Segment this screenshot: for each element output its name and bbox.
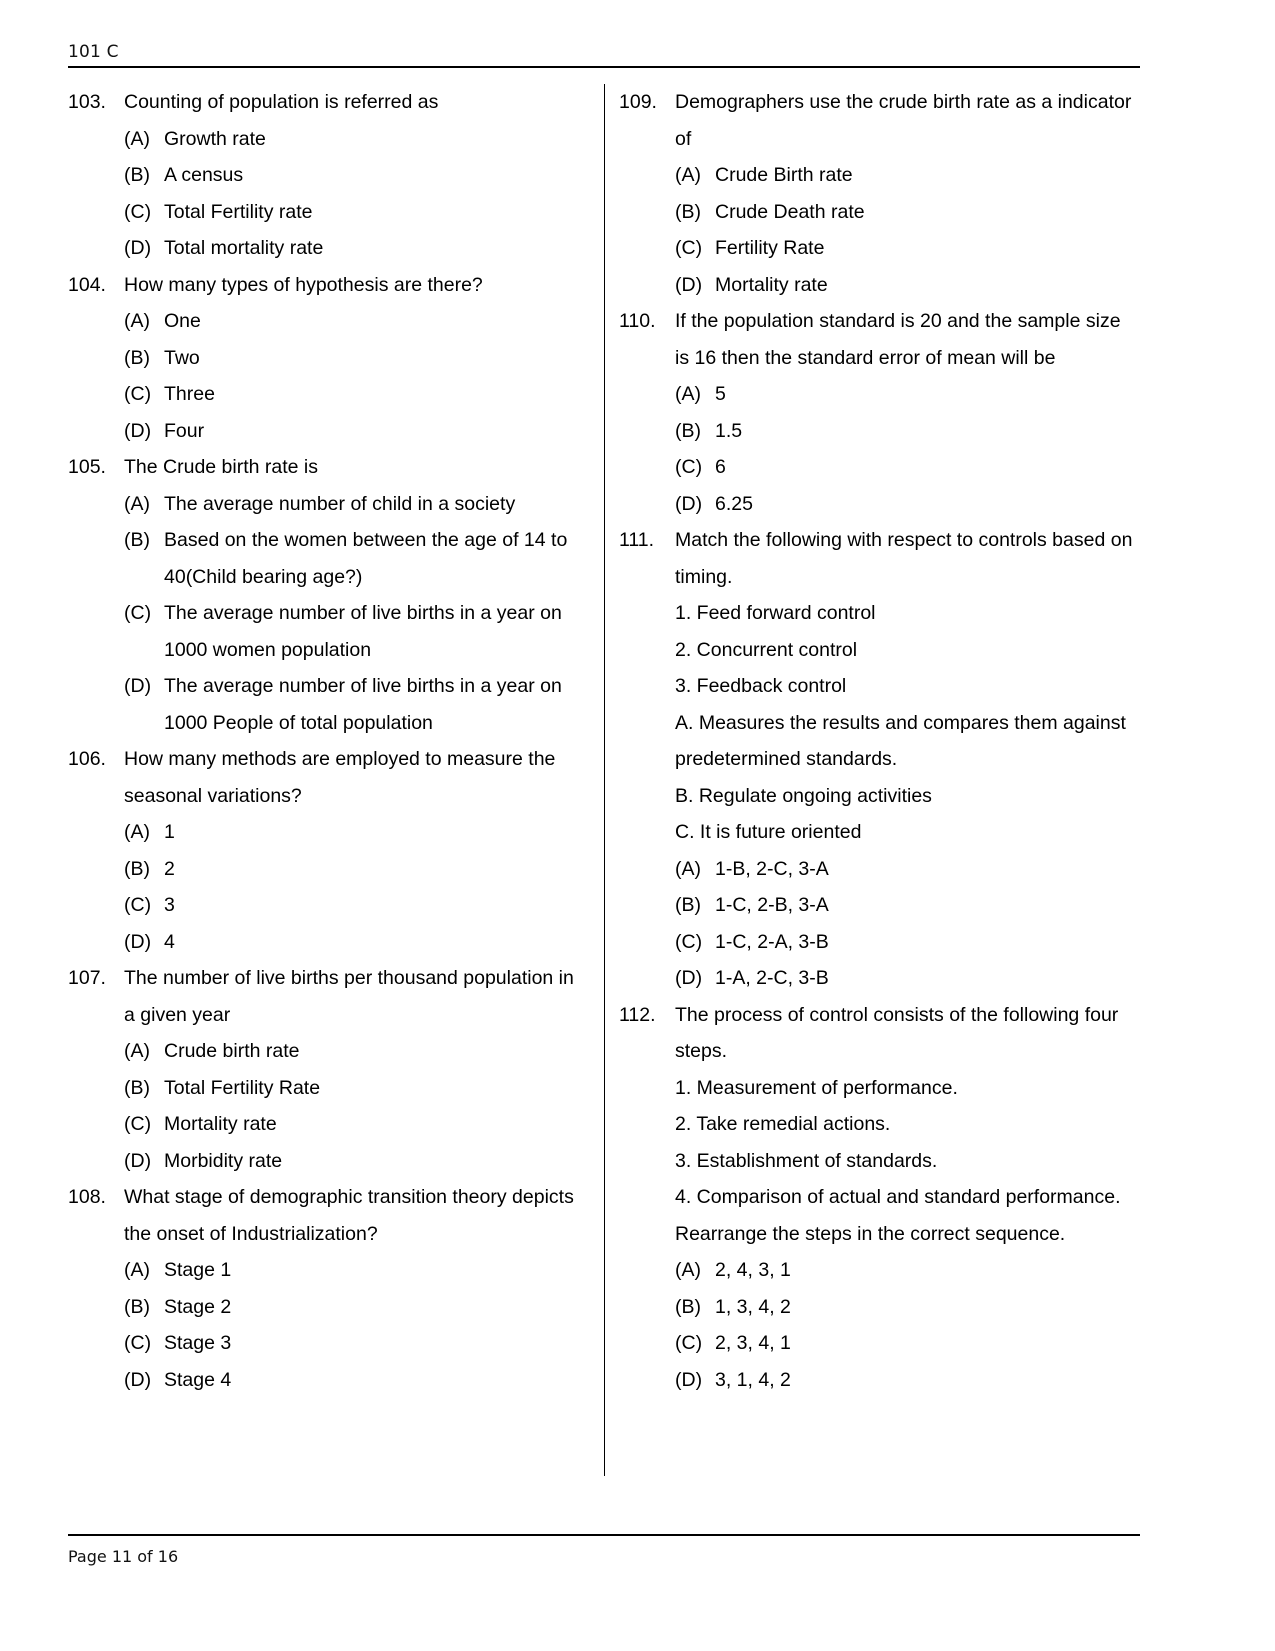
option-text	[164, 814, 603, 851]
option-text-line1: 6	[715, 456, 726, 478]
option-item[interactable]	[619, 960, 1147, 997]
option-label: (D)	[124, 419, 152, 442]
option-item[interactable]	[68, 157, 603, 194]
option-item[interactable]	[619, 376, 1147, 413]
option-text-line1: The average number of child in a society	[164, 492, 516, 515]
option-label: (B)	[124, 346, 150, 369]
option-list	[68, 486, 603, 742]
option-text-line1: Total Fertility rate	[164, 200, 313, 223]
option-text	[164, 340, 603, 377]
option-item[interactable]	[619, 1362, 1147, 1399]
option-item[interactable]	[68, 887, 603, 924]
statement-line2: predetermined standards.	[675, 748, 898, 770]
question-heading	[68, 84, 603, 121]
option-text-line1: One	[164, 310, 201, 332]
option-text-line1: The average number of live births in a year on	[164, 675, 562, 697]
option-text	[164, 1033, 603, 1070]
option-text	[164, 413, 603, 450]
question-heading	[619, 303, 1147, 376]
option-text-line1: 1-C, 2-A, 3-B	[715, 930, 829, 953]
option-item[interactable]	[68, 522, 603, 595]
option-text-line1: 3	[164, 894, 175, 916]
option-text-line1: Crude Death rate	[715, 200, 865, 223]
question-text-line1: If the population standard is 20 and the sample size	[675, 310, 1121, 332]
question-text-line1: How many methods are employed to measure the	[124, 748, 556, 770]
question-text-line1: Match the following with respect to controls based on	[675, 529, 1133, 551]
option-label: (B)	[124, 857, 150, 880]
option-label: (C)	[675, 237, 703, 259]
question-text	[124, 960, 603, 1033]
option-text-line1: 6.25	[715, 492, 753, 515]
option-text	[164, 1106, 603, 1143]
question-number: 104.	[68, 273, 106, 296]
question-text-line1: The process of control consists of the following four	[675, 1003, 1119, 1026]
paper-code: 101 C	[68, 42, 119, 62]
question-text	[124, 267, 603, 304]
option-item[interactable]	[68, 1106, 603, 1143]
question-number: 108.	[68, 1186, 106, 1208]
question-number: 105.	[68, 456, 106, 478]
option-item[interactable]	[619, 449, 1147, 486]
option-label: (C)	[124, 894, 152, 916]
option-text-line1: Three	[164, 383, 215, 405]
option-text-line1: 1-A, 2-C, 3-B	[715, 967, 829, 989]
option-item[interactable]	[619, 1252, 1147, 1289]
option-label: (A)	[675, 164, 701, 186]
option-text-line1: 2, 4, 3, 1	[715, 1259, 791, 1281]
option-text-line1: Total mortality rate	[164, 237, 324, 259]
option-item[interactable]	[619, 924, 1147, 961]
option-label: (A)	[675, 383, 701, 405]
option-text	[715, 960, 1147, 997]
question-block	[68, 267, 603, 450]
question-block	[619, 997, 1147, 1399]
option-label: (A)	[124, 1040, 150, 1062]
question-statement	[619, 595, 1147, 632]
option-item[interactable]	[619, 157, 1147, 194]
option-label: (C)	[124, 602, 152, 624]
statement-line1: Rearrange the steps in the correct sequence.	[675, 1222, 1066, 1245]
option-text	[715, 1325, 1147, 1362]
option-text-line1: Stage 3	[164, 1332, 232, 1354]
option-label: (B)	[675, 200, 701, 223]
option-text-line1: 1.5	[715, 419, 743, 442]
option-item[interactable]	[619, 1289, 1147, 1326]
question-heading	[68, 960, 603, 1033]
statement-line1: 2. Take remedial actions.	[675, 1113, 891, 1135]
option-text-line2: 1000 People of total population	[164, 711, 433, 734]
option-text	[164, 1289, 603, 1326]
option-text	[164, 1325, 603, 1362]
option-label: (C)	[124, 200, 152, 223]
question-statement	[619, 1179, 1147, 1216]
option-item[interactable]	[68, 413, 603, 450]
option-label: (A)	[124, 821, 150, 843]
option-list	[68, 303, 603, 449]
option-item[interactable]	[68, 486, 603, 523]
option-text-line1: 2	[164, 857, 175, 880]
option-text	[164, 157, 603, 194]
question-statement	[619, 1143, 1147, 1180]
question-text-line2: seasonal variations?	[124, 784, 302, 807]
option-label: (A)	[124, 492, 150, 515]
statement-line1: 1. Feed forward control	[675, 602, 876, 624]
question-text-line2: a given year	[124, 1003, 231, 1026]
option-text	[715, 376, 1147, 413]
option-list	[68, 1033, 603, 1179]
option-text	[715, 1252, 1147, 1289]
option-text	[715, 924, 1147, 961]
question-block	[619, 84, 1147, 303]
option-label: (A)	[675, 1259, 701, 1281]
option-text	[164, 1252, 603, 1289]
option-label: (D)	[124, 930, 152, 953]
option-label: (D)	[675, 1368, 703, 1391]
option-text-line1: Stage 2	[164, 1295, 232, 1318]
option-text	[715, 1289, 1147, 1326]
option-text	[715, 851, 1147, 888]
option-text-line1: Stage 4	[164, 1368, 232, 1391]
statement-line1: B. Regulate ongoing activities	[675, 784, 932, 807]
option-text	[164, 486, 603, 523]
option-label: (D)	[124, 1149, 152, 1172]
option-label: (C)	[675, 456, 703, 478]
question-block	[68, 741, 603, 960]
option-label: (C)	[124, 1113, 152, 1135]
option-list	[619, 376, 1147, 522]
question-text-line1: The number of live births per thousand population in	[124, 967, 574, 989]
option-text-line1: Based on the women between the age of 14 to	[164, 529, 568, 551]
question-text	[675, 84, 1147, 157]
option-label: (B)	[124, 164, 150, 186]
option-label: (D)	[124, 1368, 152, 1391]
option-text	[164, 230, 603, 267]
option-label: (A)	[124, 1259, 150, 1281]
option-text	[715, 267, 1147, 304]
option-list	[619, 157, 1147, 303]
option-list	[68, 814, 603, 960]
question-statement	[619, 1216, 1147, 1253]
option-item[interactable]	[619, 1325, 1147, 1362]
statement-line1: 4. Comparison of actual and standard performance.	[675, 1186, 1121, 1208]
option-text-line1: Crude birth rate	[164, 1040, 300, 1062]
option-item[interactable]	[68, 194, 603, 231]
question-heading	[68, 449, 603, 486]
option-label: (D)	[675, 273, 703, 296]
question-statement	[619, 668, 1147, 705]
option-label: (B)	[124, 529, 150, 551]
option-text	[164, 1143, 603, 1180]
option-text-line1: Mortality rate	[164, 1113, 277, 1135]
question-statement	[619, 632, 1147, 669]
option-text	[164, 668, 603, 741]
question-heading	[68, 741, 603, 814]
question-block	[619, 522, 1147, 997]
option-text-line1: 1	[164, 821, 175, 843]
statement-line1: 2. Concurrent control	[675, 638, 858, 661]
page-footer	[68, 1534, 1140, 1568]
option-text	[715, 157, 1147, 194]
option-label: (A)	[124, 127, 150, 150]
option-item[interactable]	[68, 1289, 603, 1326]
question-text-line2: steps.	[675, 1040, 728, 1062]
column-divider	[604, 84, 605, 1476]
option-text-line1: 2, 3, 4, 1	[715, 1332, 791, 1354]
question-heading	[68, 267, 603, 304]
option-text	[715, 486, 1147, 523]
question-statement	[619, 778, 1147, 815]
option-item[interactable]	[619, 486, 1147, 523]
option-text	[164, 924, 603, 961]
option-text-line2: 40(Child bearing age?)	[164, 565, 363, 588]
option-label: (B)	[675, 1295, 701, 1318]
option-item[interactable]	[68, 595, 603, 668]
question-text	[124, 84, 603, 121]
option-item[interactable]	[619, 887, 1147, 924]
page-number-label: Page 11 of 16	[68, 1547, 179, 1566]
option-text-line1: Total Fertility Rate	[164, 1076, 321, 1099]
option-label: (A)	[124, 310, 150, 332]
right-question-column	[612, 84, 1147, 1398]
option-item[interactable]	[68, 1143, 603, 1180]
option-text	[164, 1070, 603, 1107]
option-item[interactable]	[68, 668, 603, 741]
option-text-line1: Two	[164, 346, 200, 369]
option-label: (B)	[675, 894, 701, 916]
option-text-line1: Stage 1	[164, 1259, 232, 1281]
question-heading	[619, 997, 1147, 1070]
option-item[interactable]	[68, 851, 603, 888]
statement-line1: 1. Measurement of performance.	[675, 1076, 958, 1099]
question-text-line1: The Crude birth rate is	[124, 456, 319, 478]
option-item[interactable]	[68, 1252, 603, 1289]
question-text	[124, 449, 603, 486]
option-text-line1: Morbidity rate	[164, 1149, 283, 1172]
option-label: (A)	[675, 857, 701, 880]
option-item[interactable]	[68, 1033, 603, 1070]
option-item[interactable]	[68, 814, 603, 851]
option-text	[715, 1362, 1147, 1399]
statement-line1: A. Measures the results and compares them against	[675, 711, 1126, 734]
option-text	[715, 413, 1147, 450]
option-text	[164, 851, 603, 888]
question-number: 111.	[619, 529, 655, 551]
option-text	[164, 303, 603, 340]
option-item[interactable]	[68, 230, 603, 267]
question-text	[124, 1179, 603, 1252]
question-text-line1: Demographers use the crude birth rate as a indicator	[675, 91, 1132, 113]
question-text-line2: the onset of Industrialization?	[124, 1222, 378, 1245]
option-item[interactable]	[68, 376, 603, 413]
option-label: (D)	[675, 492, 703, 515]
option-text	[164, 1362, 603, 1399]
option-text-line1: 1-C, 2-B, 3-A	[715, 894, 829, 916]
option-text-line1: 4	[164, 930, 175, 953]
option-text	[164, 595, 603, 668]
question-statement	[619, 814, 1147, 851]
option-text-line1: Mortality rate	[715, 273, 828, 296]
question-statement	[619, 1070, 1147, 1107]
question-text-line1: How many types of hypothesis are there?	[124, 273, 483, 296]
option-list	[619, 1252, 1147, 1398]
option-text	[715, 449, 1147, 486]
option-label: (D)	[675, 967, 703, 989]
question-text	[675, 997, 1147, 1070]
option-label: (B)	[124, 1295, 150, 1318]
option-label: (C)	[124, 383, 152, 405]
option-item[interactable]	[68, 1325, 603, 1362]
option-text-line1: 1, 3, 4, 2	[715, 1295, 791, 1318]
question-number: 109.	[619, 91, 657, 113]
option-text	[164, 522, 603, 595]
option-text	[164, 376, 603, 413]
question-text-line2: of	[675, 127, 692, 150]
option-text	[164, 194, 603, 231]
question-statement	[619, 705, 1147, 778]
statement-line1: 3. Feedback control	[675, 675, 847, 697]
question-text-line2: timing.	[675, 565, 733, 588]
option-text-line1: Four	[164, 419, 205, 442]
option-label: (D)	[124, 675, 152, 697]
question-heading	[68, 1179, 603, 1252]
option-label: (B)	[124, 1076, 150, 1099]
question-text-line1: What stage of demographic transition theory depicts	[124, 1186, 574, 1208]
option-list	[68, 121, 603, 267]
option-label: (C)	[675, 930, 703, 953]
option-item[interactable]	[619, 230, 1147, 267]
question-heading	[619, 84, 1147, 157]
option-item[interactable]	[68, 1362, 603, 1399]
option-text-line1: 1-B, 2-C, 3-A	[715, 857, 829, 880]
option-item[interactable]	[619, 413, 1147, 450]
option-label: (C)	[124, 1332, 152, 1354]
option-label: (B)	[675, 419, 701, 442]
question-block	[68, 84, 603, 267]
question-text	[124, 741, 603, 814]
question-heading	[619, 522, 1147, 595]
option-text	[164, 887, 603, 924]
question-number: 106.	[68, 748, 106, 770]
question-block	[68, 1179, 603, 1398]
question-block	[68, 960, 603, 1179]
statement-line1: C. It is future oriented	[675, 821, 862, 843]
page-header	[68, 42, 1140, 68]
option-item[interactable]	[619, 267, 1147, 304]
option-label: (D)	[124, 237, 152, 259]
question-block	[68, 449, 603, 741]
option-item[interactable]	[68, 303, 603, 340]
option-text-line1: 3, 1, 4, 2	[715, 1368, 791, 1391]
option-text	[164, 121, 603, 158]
option-item[interactable]	[68, 1070, 603, 1107]
option-text	[715, 194, 1147, 231]
question-number: 112.	[619, 1003, 656, 1026]
question-block	[619, 303, 1147, 522]
option-item[interactable]	[68, 340, 603, 377]
option-item[interactable]	[619, 851, 1147, 888]
option-item[interactable]	[619, 194, 1147, 231]
question-text	[675, 303, 1147, 376]
option-item[interactable]	[68, 121, 603, 158]
question-number: 103.	[68, 91, 106, 113]
statement-line1: 3. Establishment of standards.	[675, 1149, 938, 1172]
option-text-line1: Fertility Rate	[715, 237, 825, 259]
question-statement	[619, 1106, 1147, 1143]
option-text-line1: A census	[164, 164, 244, 186]
option-text-line1: 5	[715, 383, 726, 405]
question-number: 107.	[68, 967, 106, 989]
option-text-line1: Crude Birth rate	[715, 164, 853, 186]
option-text	[715, 887, 1147, 924]
question-text	[675, 522, 1147, 595]
option-text-line2: 1000 women population	[164, 638, 372, 661]
option-list	[619, 851, 1147, 997]
question-number: 110.	[619, 310, 656, 332]
question-text-line2: is 16 then the standard error of mean will be	[675, 346, 1056, 369]
header-divider	[68, 66, 1140, 68]
question-columns	[0, 84, 1275, 1484]
option-text-line1: The average number of live births in a year on	[164, 602, 562, 624]
option-list	[68, 1252, 603, 1398]
left-question-column	[68, 84, 603, 1398]
option-text-line1: Growth rate	[164, 127, 266, 150]
question-text-line1: Counting of population is referred as	[124, 91, 439, 113]
option-label: (C)	[675, 1332, 703, 1354]
option-text	[715, 230, 1147, 267]
option-item[interactable]	[68, 924, 603, 961]
